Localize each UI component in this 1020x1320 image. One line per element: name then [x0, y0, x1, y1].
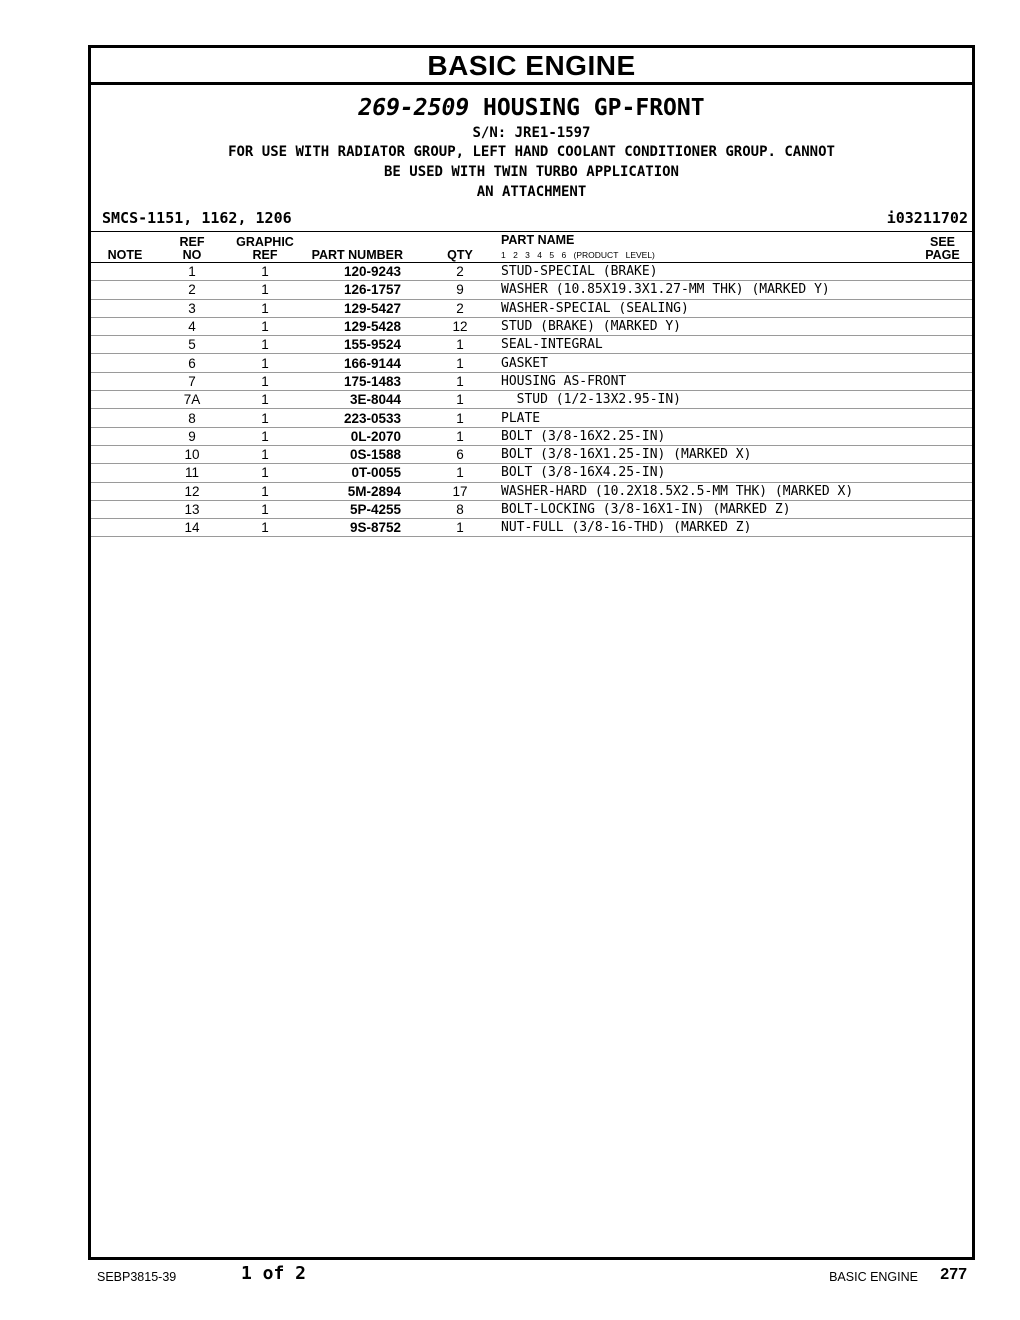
ref-no-cell: 6 [159, 354, 225, 372]
qty-cell: 6 [425, 445, 495, 463]
table-row [91, 519, 972, 537]
note-cell [91, 445, 159, 463]
part-number-cell: 0T-0055 [305, 464, 425, 482]
part-number-cell: 3E-8044 [305, 391, 425, 409]
note-cell [91, 519, 159, 537]
see-page-cell [913, 372, 972, 390]
part-number-cell: 5P-4255 [305, 500, 425, 518]
see-page-cell [913, 519, 972, 537]
table-header-row [91, 232, 972, 263]
part-number-cell: 175-1483 [305, 372, 425, 390]
part-name-cell: GASKET [495, 354, 913, 372]
part-number-cell: 0S-1588 [305, 445, 425, 463]
note-cell [91, 299, 159, 317]
table-row [91, 445, 972, 463]
description-line-2: BE USED WITH TWIN TURBO APPLICATION [383, 164, 679, 180]
col-qty: QTY [425, 232, 495, 263]
note-cell [91, 336, 159, 354]
col-graphic-ref: GRAPHIC REF [225, 232, 305, 263]
qty-cell: 1 [425, 409, 495, 427]
section-title: BASIC ENGINE [91, 48, 972, 85]
qty-cell: 1 [425, 354, 495, 372]
see-page-cell [913, 391, 972, 409]
description-line-3: AN ATTACHMENT [476, 184, 587, 200]
part-name-cell: HOUSING AS-FRONT [495, 372, 913, 390]
part-name-cell: STUD (1/2-13X2.95-IN) [495, 391, 913, 409]
note-cell [91, 464, 159, 482]
group-title [91, 94, 972, 122]
see-page-cell [913, 500, 972, 518]
page-number: 277 [940, 1266, 967, 1283]
graphic-ref-cell: 1 [225, 519, 305, 537]
table-row [91, 317, 972, 335]
table-row [91, 281, 972, 299]
qty-cell: 9 [425, 281, 495, 299]
graphic-ref-cell: 1 [225, 482, 305, 500]
ref-no-cell: 4 [159, 317, 225, 335]
table-row [91, 427, 972, 445]
part-name-cell: WASHER-SPECIAL (SEALING) [495, 299, 913, 317]
ref-no-cell: 12 [159, 482, 225, 500]
table-row [91, 372, 972, 390]
part-number-cell: 129-5428 [305, 317, 425, 335]
table-row [91, 482, 972, 500]
part-name-cell: BOLT (3/8-16X2.25-IN) [495, 427, 913, 445]
table-row [91, 354, 972, 372]
ref-no-cell: 8 [159, 409, 225, 427]
col-note: NOTE [91, 232, 159, 263]
ref-no-cell: 9 [159, 427, 225, 445]
see-page-cell [913, 317, 972, 335]
see-page-cell [913, 281, 972, 299]
ref-no-cell: 13 [159, 500, 225, 518]
ref-no-cell: 2 [159, 281, 225, 299]
part-number-cell: 120-9243 [305, 263, 425, 281]
note-cell [91, 409, 159, 427]
graphic-ref-cell: 1 [225, 391, 305, 409]
graphic-ref-cell: 1 [225, 427, 305, 445]
qty-cell: 17 [425, 482, 495, 500]
table-row [91, 500, 972, 518]
qty-cell: 1 [425, 519, 495, 537]
graphic-ref-cell: 1 [225, 445, 305, 463]
see-page-cell [913, 354, 972, 372]
qty-cell: 1 [425, 391, 495, 409]
description-line-1: FOR USE WITH RADIATOR GROUP, LEFT HAND COOLANT CONDITIONER GROUP. CANNOT [228, 144, 835, 160]
qty-cell: 2 [425, 299, 495, 317]
graphic-ref-cell: 1 [225, 409, 305, 427]
part-name-cell: BOLT-LOCKING (3/8-16X1-IN) (MARKED Z) [495, 500, 913, 518]
qty-cell: 12 [425, 317, 495, 335]
serial-number: S/N: JRE1-1597 [472, 125, 591, 141]
graphic-ref-cell: 1 [225, 317, 305, 335]
group-name: HOUSING GP-FRONT [483, 95, 705, 121]
ref-no-cell: 14 [159, 519, 225, 537]
part-number-cell: 129-5427 [305, 299, 425, 317]
graphic-ref-cell: 1 [225, 372, 305, 390]
part-name-cell: WASHER-HARD (10.2X18.5X2.5-MM THK) (MARKED X) [495, 482, 913, 500]
see-page-cell [913, 464, 972, 482]
qty-cell: 1 [425, 464, 495, 482]
table-row [91, 409, 972, 427]
part-number-cell: 155-9524 [305, 336, 425, 354]
part-number-cell: 0L-2070 [305, 427, 425, 445]
see-page-cell [913, 299, 972, 317]
ref-no-cell: 11 [159, 464, 225, 482]
part-name-cell: BOLT (3/8-16X4.25-IN) [495, 464, 913, 482]
part-name-cell: NUT-FULL (3/8-16-THD) (MARKED Z) [495, 519, 913, 537]
see-page-cell [913, 427, 972, 445]
ref-no-cell: 1 [159, 263, 225, 281]
note-cell [91, 354, 159, 372]
see-page-cell [913, 336, 972, 354]
document-number: SEBP3815-39 [97, 1270, 177, 1284]
graphic-ref-cell: 1 [225, 336, 305, 354]
part-name-cell: BOLT (3/8-16X1.25-IN) (MARKED X) [495, 445, 913, 463]
illustration-id: i03211702 [886, 209, 968, 227]
note-cell [91, 317, 159, 335]
note-cell [91, 372, 159, 390]
note-cell [91, 391, 159, 409]
parts-table [91, 232, 972, 537]
col-part-number: PART NUMBER [305, 232, 425, 263]
qty-cell: 8 [425, 500, 495, 518]
part-number-cell: 5M-2894 [305, 482, 425, 500]
part-number-cell: 223-0533 [305, 409, 425, 427]
graphic-ref-cell: 1 [225, 263, 305, 281]
qty-cell: 1 [425, 336, 495, 354]
ref-no-cell: 10 [159, 445, 225, 463]
part-name-cell: PLATE [495, 409, 913, 427]
graphic-ref-cell: 1 [225, 299, 305, 317]
note-cell [91, 281, 159, 299]
smcs-codes: SMCS-1151, 1162, 1206 [102, 209, 292, 227]
page-frame [88, 45, 975, 1260]
ref-no-cell: 7A [159, 391, 225, 409]
footer-section: BASIC ENGINE [829, 1270, 918, 1284]
graphic-ref-cell: 1 [225, 354, 305, 372]
graphic-ref-cell: 1 [225, 500, 305, 518]
see-page-cell [913, 482, 972, 500]
note-cell [91, 500, 159, 518]
ref-no-cell: 5 [159, 336, 225, 354]
note-cell [91, 482, 159, 500]
page-footer [0, 1262, 1020, 1292]
see-page-cell [913, 409, 972, 427]
see-page-cell [913, 263, 972, 281]
part-name-cell: WASHER (10.85X19.3X1.27-MM THK) (MARKED Y) [495, 281, 913, 299]
graphic-ref-cell: 1 [225, 464, 305, 482]
table-row [91, 391, 972, 409]
product-levels: 1 2 3 4 5 6 (PRODUCT LEVEL) [501, 250, 655, 260]
part-name-cell: SEAL-INTEGRAL [495, 336, 913, 354]
qty-cell: 1 [425, 372, 495, 390]
col-part-name: PART NAME 1 2 3 4 5 6 (PRODUCT LEVEL) [495, 232, 913, 263]
col-ref-no: REF NO [159, 232, 225, 263]
ref-no-cell: 3 [159, 299, 225, 317]
qty-cell: 1 [425, 427, 495, 445]
see-page-cell [913, 445, 972, 463]
smcs-row [91, 209, 972, 232]
table-row [91, 263, 972, 281]
page-of: 1 of 2 [241, 1263, 307, 1284]
qty-cell: 2 [425, 263, 495, 281]
part-name-cell: STUD (BRAKE) (MARKED Y) [495, 317, 913, 335]
group-part-number: 269-2509 [358, 95, 470, 121]
part-number-cell: 126-1757 [305, 281, 425, 299]
note-cell [91, 427, 159, 445]
graphic-ref-cell: 1 [225, 281, 305, 299]
table-row [91, 464, 972, 482]
table-row [91, 336, 972, 354]
ref-no-cell: 7 [159, 372, 225, 390]
part-number-cell: 9S-8752 [305, 519, 425, 537]
note-cell [91, 263, 159, 281]
part-name-cell: STUD-SPECIAL (BRAKE) [495, 263, 913, 281]
col-see-page: SEE PAGE [913, 232, 972, 263]
part-number-cell: 166-9144 [305, 354, 425, 372]
table-row [91, 299, 972, 317]
